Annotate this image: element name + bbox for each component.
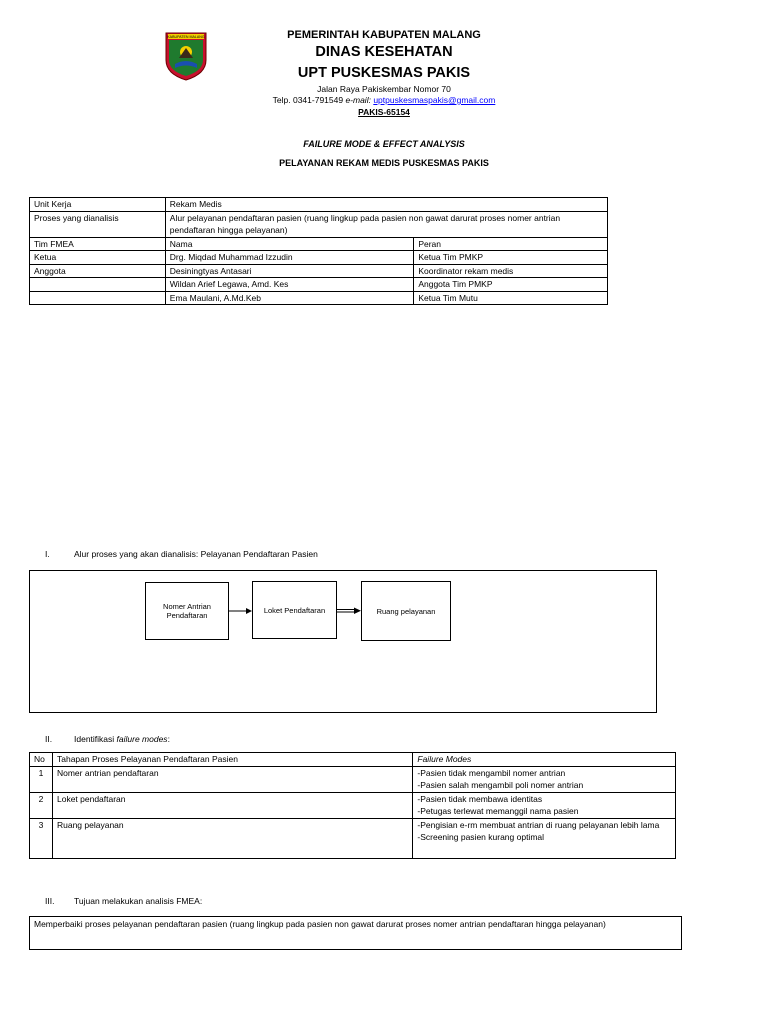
section-2-title-suffix: :	[167, 734, 170, 744]
row-number: 3	[30, 818, 53, 858]
header-contact	[273, 95, 496, 105]
section-2-title-italic: failure modes	[116, 734, 168, 744]
header-address: Jalan Raya Pakiskembar Nomor 70	[317, 84, 451, 94]
header-failure-modes: Failure Modes	[413, 753, 676, 767]
failure-mode-item: -Pasien salah mengambil poli nomer antrian	[417, 780, 584, 790]
section-3-title: Tujuan melakukan analisis FMEA:	[74, 896, 203, 906]
kabupaten-malang-emblem-icon	[163, 30, 209, 82]
member-name: Desiningtyas Antasari	[165, 264, 414, 278]
section-1-title: Alur proses yang akan dianalisis: Pelayanan Pendaftaran Pasien	[74, 549, 318, 559]
header-tahapan: Tahapan Proses Pelayanan Pendaftaran Pasien	[52, 753, 412, 767]
section-2-number: II.	[45, 734, 53, 744]
row-stage: Ruang pelayanan	[52, 818, 412, 858]
logo-text: KABUPATEN MALANG	[167, 35, 205, 40]
member-role: Ketua Tim Mutu	[414, 291, 608, 305]
failure-mode-item: -Pasien tidak mengambil nomer antrian	[417, 767, 566, 778]
header-phone: Telp. 0341-791549	[272, 95, 346, 105]
member-name: Drg. Miqdad Muhammad Izzudin	[165, 251, 414, 265]
process-value: Alur pelayanan pendaftaran pasien (ruang lingkup pada pasien non gawat darurat proses nomer antrian pendaftaran hingga pelayanan)	[165, 211, 607, 237]
member-role: Anggota Tim PMKP	[414, 278, 608, 292]
table-row	[30, 264, 608, 278]
col-nama: Nama	[165, 237, 414, 251]
header-government: PEMERINTAH KABUPATEN MALANG	[287, 29, 481, 41]
role-label	[30, 278, 166, 292]
section-2-title-prefix: Identifikasi	[74, 734, 117, 744]
flow-node-queue-number: Nomer Antrian Pendaftaran	[145, 582, 229, 640]
flow-arrows	[30, 571, 658, 714]
table-row	[30, 818, 676, 858]
table-row	[30, 251, 608, 265]
header-email-label: e-mail:	[345, 95, 374, 105]
flow-node-service-room: Ruang pelayanan	[361, 581, 451, 641]
section-1-number: I.	[45, 549, 50, 559]
row-failure-modes	[413, 766, 676, 792]
member-role: Ketua Tim PMKP	[414, 251, 608, 265]
role-label: Anggota	[30, 264, 166, 278]
tim-label: Tim FMEA	[30, 237, 166, 251]
member-name: Ema Maulani, A.Md.Keb	[165, 291, 414, 305]
section-3-number: III.	[45, 896, 55, 906]
document-title: FAILURE MODE & EFFECT ANALYSIS	[303, 139, 465, 149]
table-row	[30, 237, 608, 251]
failure-mode-item: -Pengisian e-rm membuat antrian di ruang pelayanan lebih lama	[417, 819, 660, 830]
table-row	[30, 792, 676, 818]
process-flow-diagram	[29, 570, 657, 713]
header-agency: DINAS KESEHATAN	[315, 44, 453, 60]
table-row	[30, 198, 608, 212]
row-stage: Nomer antrian pendaftaran	[52, 766, 412, 792]
double-arrow-icon	[337, 608, 361, 615]
arrow-icon	[229, 608, 252, 614]
table-row	[30, 766, 676, 792]
header-postal: PAKIS-65154	[358, 107, 410, 117]
row-stage: Loket pendaftaran	[52, 792, 412, 818]
fmea-team-table	[29, 197, 608, 305]
section-2-title	[74, 734, 170, 744]
row-failure-modes	[413, 818, 676, 858]
role-label	[30, 291, 166, 305]
failure-mode-item: -Screening pasien kurang optimal	[417, 832, 545, 842]
row-failure-modes	[413, 792, 676, 818]
failure-mode-item: -Pasien tidak membawa identitas	[417, 793, 543, 804]
unit-label: Unit Kerja	[30, 198, 166, 212]
table-header-row	[30, 753, 676, 767]
row-number: 2	[30, 792, 53, 818]
role-label: Ketua	[30, 251, 166, 265]
row-number: 1	[30, 766, 53, 792]
header-unit: UPT PUSKESMAS PAKIS	[297, 65, 471, 81]
table-row	[30, 278, 608, 292]
failure-modes-table	[29, 752, 676, 859]
col-peran: Peran	[414, 237, 608, 251]
header-no: No	[30, 753, 53, 767]
table-row	[30, 291, 608, 305]
member-name: Wildan Arief Legawa, Amd. Kes	[165, 278, 414, 292]
email-link[interactable]: uptpuskesmaspakis@gmail.com	[373, 95, 496, 105]
flow-node-registration-counter: Loket Pendaftaran	[252, 581, 337, 639]
table-row	[30, 211, 608, 237]
member-role: Koordinator rekam medis	[414, 264, 608, 278]
document-subtitle: PELAYANAN REKAM MEDIS PUSKESMAS PAKIS	[279, 158, 489, 168]
fmea-goal-box: Memperbaiki proses pelayanan pendaftaran pasien (ruang lingkup pada pasien non gawat darurat proses nomer antrian pendaftaran hingga pelayanan)	[29, 916, 682, 950]
failure-mode-item: -Petugas terlewat memanggil nama pasien	[417, 806, 579, 816]
process-label: Proses yang dianalisis	[30, 211, 166, 237]
unit-value: Rekam Medis	[165, 198, 607, 212]
